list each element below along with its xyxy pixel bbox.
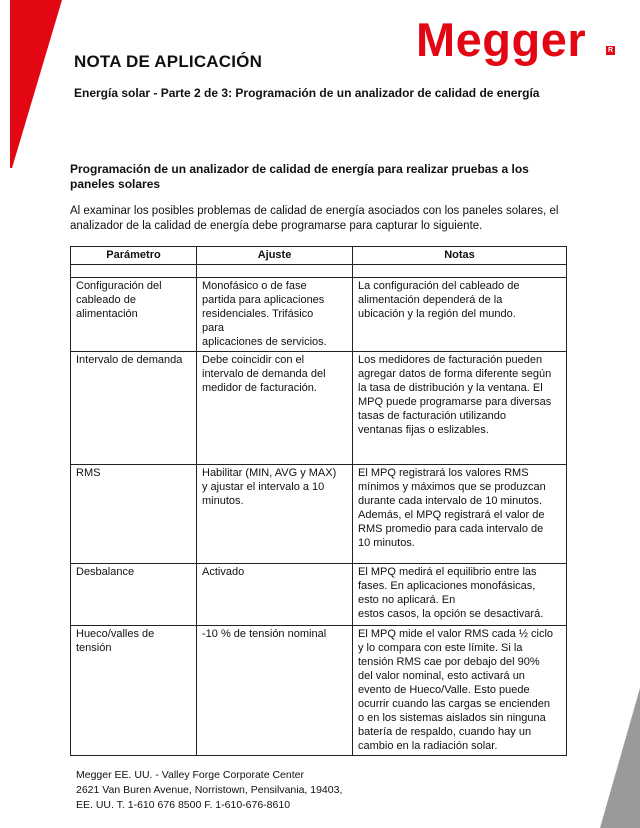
cell-ajuste: Habilitar (MIN, AVG y MAX) y ajustar el intervalo a 10 minutos.: [197, 465, 353, 564]
logo-wordmark: Megger: [416, 13, 587, 66]
cell-parametro: RMS: [71, 465, 197, 564]
intro-paragraph: Al examinar los posibles problemas de calidad de energía asociados con los paneles solares, el analizador de la calidad de energía debe programarse para capturar lo siguiente.: [70, 205, 559, 232]
cell-parametro: Hueco/valles de tensión: [71, 626, 197, 756]
cell-notas: El MPQ registrará los valores RMS mínimos y máximos que se produzcan durante cada intervalo de 10 minutos. Además, el MPQ registrará el valor de RMS promedio para cada intervalo de 10 minutos.: [353, 465, 567, 564]
table-spacer-row: [71, 265, 567, 278]
table-row: [71, 465, 567, 564]
header-parametro: Parámetro: [71, 247, 197, 265]
table-row: [71, 564, 567, 626]
footer-line: EE. UU. T. 1-610 676 8500 F. 1-610-676-8610: [76, 799, 291, 811]
table-row: [71, 352, 567, 465]
table-row: [71, 278, 567, 352]
cell-ajuste: -10 % de tensión nominal: [197, 626, 353, 756]
header-notas: Notas: [353, 247, 567, 265]
registered-mark-icon: R: [607, 47, 614, 54]
parameters-table: [70, 246, 567, 756]
cell-notas: El MPQ mide el valor RMS cada ½ ciclo y lo compara con este límite. Si la tensión RMS cae por debajo del 90% del valor nominal, esto activará un evento de Hueco/Valle. Esto puede ocurrir cuando las cargas se encienden o en los sistemas aislados sin ninguna batería de respaldo, cuando hay un cambio en la radiación solar.: [353, 626, 567, 756]
cell-ajuste: Debe coincidir con el intervalo de demanda del medidor de facturación.: [197, 352, 353, 465]
cell-ajuste: Monofásico o de fase partida para aplicaciones residenciales. Trifásico para aplicaciones de servicios.: [197, 278, 353, 352]
cell-parametro: Configuración del cableado de alimentación: [71, 278, 197, 352]
cell-ajuste: Activado: [197, 564, 353, 626]
section-title: Programación de un analizador de calidad de energía para realizar pruebas a los paneles solares: [70, 162, 529, 191]
gray-corner-decoration: [600, 688, 640, 828]
document-subtitle: Energía solar - Parte 2 de 3: Programación de un analizador de calidad de energía: [74, 86, 540, 100]
document-type: NOTA DE APLICACIÓN: [74, 52, 263, 71]
table-row: [71, 626, 567, 756]
footer-address: [76, 768, 342, 813]
cell-notas: El MPQ medirá el equilibrio entre las fases. En aplicaciones monofásicas, esto no aplicará. En estos casos, la opción se desactivará.: [353, 564, 567, 626]
table-header-row: [71, 247, 567, 265]
cell-parametro: Intervalo de demanda: [71, 352, 197, 465]
header-ajuste: Ajuste: [197, 247, 353, 265]
footer-line: Megger EE. UU. - Valley Forge Corporate Center: [76, 769, 304, 781]
cell-notas: La configuración del cableado de alimentación dependerá de la ubicación y la región del mundo.: [353, 278, 567, 352]
footer-line: 2621 Van Buren Avenue, Norristown, Pensilvania, 19403,: [76, 784, 343, 796]
red-stripe-decoration: [0, 0, 72, 170]
cell-notas: Los medidores de facturación pueden agregar datos de forma diferente según la tasa de distribución y la ventana. El MPQ puede programarse para diversas tasas de facturación utilizando ventanas fijas o eslizables.: [353, 352, 567, 465]
cell-parametro: Desbalance: [71, 564, 197, 626]
megger-logo: [416, 13, 614, 66]
